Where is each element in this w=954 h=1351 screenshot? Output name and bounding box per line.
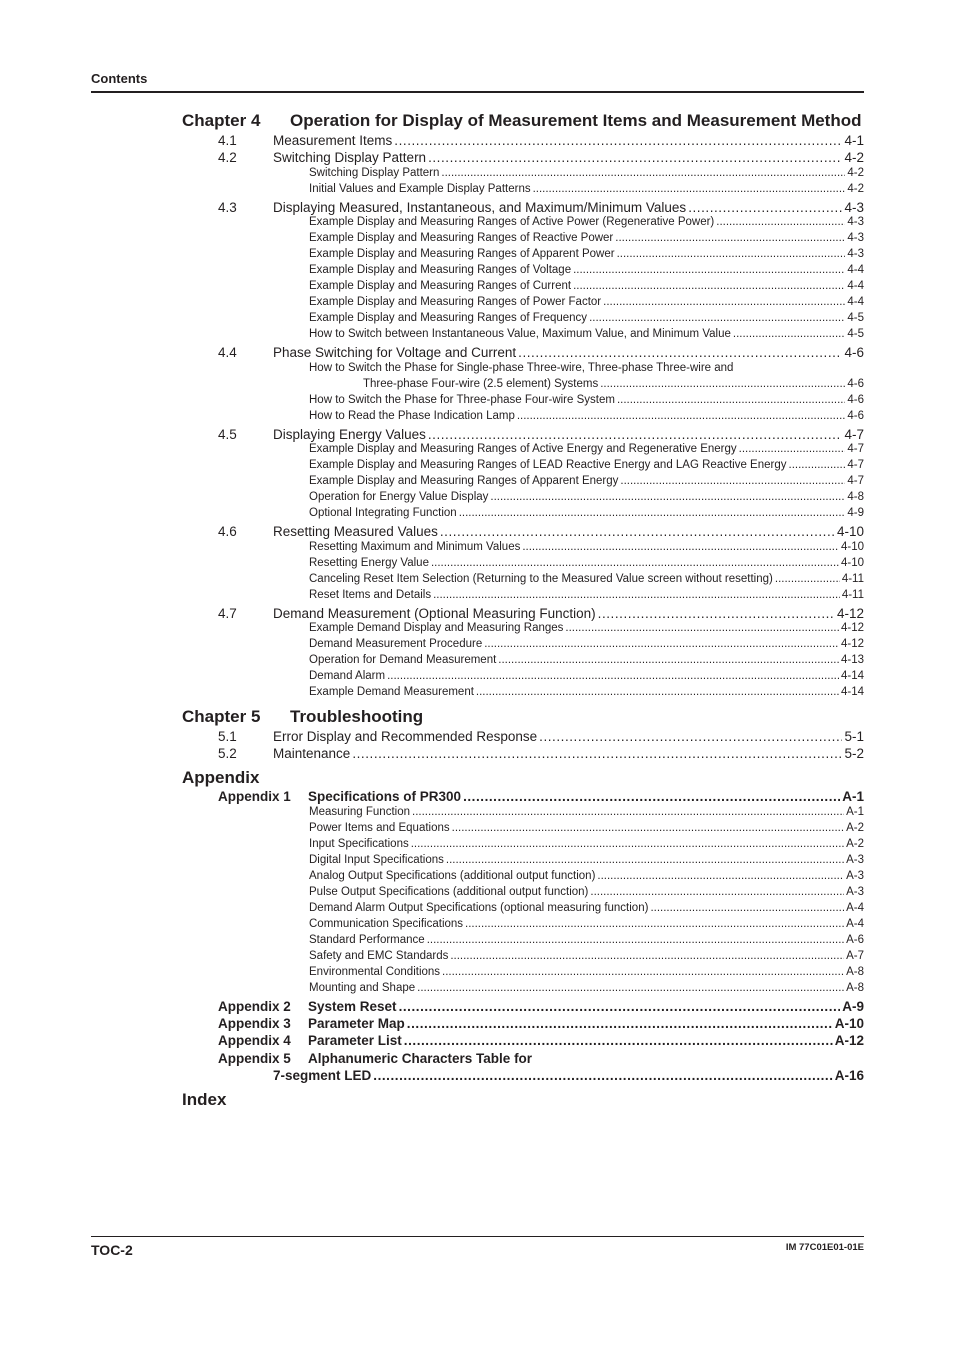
entry-page: A-9 bbox=[842, 999, 864, 1014]
entry-title: System Reset bbox=[308, 999, 397, 1014]
dot-leader bbox=[427, 934, 844, 946]
entry-page: 4-5 bbox=[847, 328, 864, 340]
entry-title: Measuring Function bbox=[309, 806, 410, 818]
appendix-heading: Appendix bbox=[182, 768, 260, 787]
entry-page: 4-12 bbox=[840, 622, 864, 634]
entry-page: A-6 bbox=[846, 934, 864, 946]
toc-section-entry bbox=[218, 133, 864, 148]
toc-subentry bbox=[309, 670, 864, 682]
entry-page: 4-10 bbox=[840, 541, 864, 553]
entry-page: 4-4 bbox=[847, 280, 864, 292]
dot-leader bbox=[650, 902, 844, 914]
entry-title: Example Display and Measuring Ranges of Frequency bbox=[309, 312, 588, 324]
toc-subentry bbox=[309, 982, 864, 994]
entry-title: Input Specifications bbox=[309, 838, 409, 850]
dot-leader bbox=[603, 296, 845, 308]
entry-page: A-7 bbox=[846, 950, 864, 962]
toc-subentry bbox=[309, 167, 864, 179]
entry-title: Specifications of PR300 bbox=[308, 789, 462, 804]
entry-title: How to Read the Phase Indication Lamp bbox=[309, 410, 515, 422]
dot-leader bbox=[539, 729, 842, 744]
entry-number: 4.2 bbox=[218, 150, 237, 165]
entry-number: 4.4 bbox=[218, 345, 237, 360]
document-code: IM 77C01E01-01E bbox=[785, 1242, 864, 1253]
dot-leader bbox=[446, 854, 844, 866]
toc-subentry bbox=[309, 475, 864, 487]
entry-page: A-3 bbox=[846, 854, 864, 866]
dot-leader bbox=[573, 264, 845, 276]
entry-title-continued: Three-phase Four-wire (2.5 element) Systems bbox=[363, 378, 599, 390]
toc-subentry bbox=[309, 491, 864, 503]
index-heading: Index bbox=[182, 1090, 227, 1109]
entry-page: 5-1 bbox=[844, 729, 864, 744]
entry-page: 4-11 bbox=[841, 573, 864, 585]
dot-leader bbox=[428, 150, 842, 165]
entry-number: Appendix 4 bbox=[218, 1033, 291, 1048]
dot-leader bbox=[450, 950, 844, 962]
toc-subentry bbox=[309, 966, 864, 978]
chapter-title: Troubleshooting bbox=[290, 707, 424, 726]
dot-leader bbox=[775, 573, 840, 585]
entry-title: Measurement Items bbox=[273, 133, 393, 148]
dot-leader bbox=[407, 1016, 833, 1031]
toc-subentry bbox=[309, 541, 864, 553]
toc-subentry bbox=[309, 459, 864, 471]
dot-leader bbox=[789, 459, 846, 471]
entry-title: How to Switch the Phase for Single-phase Three-wire, Three-phase Three-wire and bbox=[309, 362, 734, 374]
entry-page: 4-10 bbox=[836, 524, 864, 539]
dot-leader bbox=[373, 1068, 832, 1083]
dot-leader bbox=[484, 638, 839, 650]
entry-page: 4-3 bbox=[844, 200, 864, 215]
dot-leader bbox=[518, 345, 842, 360]
toc-subentry bbox=[309, 362, 864, 374]
dot-leader bbox=[442, 966, 844, 978]
entry-title: Example Display and Measuring Ranges of Apparent Energy bbox=[309, 475, 619, 487]
entry-page: 4-14 bbox=[840, 670, 864, 682]
toc-subentry bbox=[309, 934, 864, 946]
toc-subentry bbox=[309, 248, 864, 260]
entry-title: Operation for Energy Value Display bbox=[309, 491, 489, 503]
toc-subentry bbox=[309, 654, 864, 666]
toc-subentry bbox=[309, 686, 864, 698]
dot-leader bbox=[404, 1033, 833, 1048]
toc-subentry bbox=[309, 589, 864, 601]
entry-page: 4-6 bbox=[844, 345, 864, 360]
toc-section-entry bbox=[218, 524, 864, 539]
entry-page: 4-9 bbox=[847, 507, 864, 519]
entry-title: Maintenance bbox=[273, 746, 351, 761]
entry-page: 4-2 bbox=[847, 183, 864, 195]
entry-title: Displaying Energy Values bbox=[273, 427, 426, 442]
entry-page: A-8 bbox=[846, 982, 864, 994]
dot-leader bbox=[716, 216, 845, 228]
entry-page: 5-2 bbox=[844, 746, 864, 761]
entry-title: Mounting and Shape bbox=[309, 982, 416, 994]
dot-leader bbox=[739, 443, 846, 455]
toc-subentry bbox=[309, 507, 864, 519]
dot-leader bbox=[441, 167, 845, 179]
entry-number: 4.7 bbox=[218, 606, 237, 621]
entry-title: Digital Input Specifications bbox=[309, 854, 444, 866]
entry-page: 4-6 bbox=[847, 410, 864, 422]
dot-leader bbox=[459, 507, 846, 519]
entry-number: Appendix 5 bbox=[218, 1051, 291, 1066]
dot-leader bbox=[522, 541, 839, 553]
dot-leader bbox=[490, 491, 845, 503]
toc-subentry bbox=[309, 886, 864, 898]
entry-title: Example Display and Measuring Ranges of Voltage bbox=[309, 264, 572, 276]
entry-title: Resetting Energy Value bbox=[309, 557, 429, 569]
entry-title: Power Items and Equations bbox=[309, 822, 450, 834]
toc-section-entry bbox=[218, 606, 864, 621]
entry-title: How to Switch the Phase for Three-phase Four-wire System bbox=[309, 394, 615, 406]
entry-page: A-8 bbox=[846, 966, 864, 978]
entry-title: Operation for Demand Measurement bbox=[309, 654, 497, 666]
entry-title: Analog Output Specifications (additional output function) bbox=[309, 870, 596, 882]
page-number: TOC-2 bbox=[91, 1242, 133, 1258]
dot-leader bbox=[617, 248, 846, 260]
toc-subentry bbox=[309, 638, 864, 650]
entry-title: Environmental Conditions bbox=[309, 966, 441, 978]
chapter-label: Chapter 4 bbox=[182, 111, 261, 130]
entry-page: A-1 bbox=[846, 806, 864, 818]
toc-subentry bbox=[309, 183, 864, 195]
toc-subentry bbox=[309, 838, 864, 850]
entry-title: Example Demand Display and Measuring Ranges bbox=[309, 622, 564, 634]
entry-page: A-3 bbox=[846, 886, 864, 898]
toc-subentry bbox=[309, 280, 864, 292]
entry-page: 4-7 bbox=[847, 475, 864, 487]
toc-section-entry bbox=[218, 427, 864, 442]
toc-subentry bbox=[309, 902, 864, 914]
entry-page: 4-3 bbox=[847, 248, 864, 260]
toc-appendix-entry bbox=[218, 1051, 864, 1066]
entry-page: 4-6 bbox=[847, 394, 864, 406]
toc-section-entry bbox=[218, 345, 864, 360]
toc-subentry bbox=[309, 216, 864, 228]
chapter-heading bbox=[182, 111, 862, 131]
footer-rule bbox=[91, 1236, 864, 1237]
toc-section-entry bbox=[218, 729, 864, 744]
toc-subentry bbox=[309, 296, 864, 308]
entry-title: Optional Integrating Function bbox=[309, 507, 457, 519]
entry-page: A-4 bbox=[846, 902, 864, 914]
entry-title: Example Display and Measuring Ranges of Reactive Power bbox=[309, 232, 614, 244]
dot-leader bbox=[573, 280, 845, 292]
entry-number: Appendix 3 bbox=[218, 1016, 291, 1031]
entry-page: A-1 bbox=[842, 789, 864, 804]
toc-subentry bbox=[309, 312, 864, 324]
entry-number: 5.1 bbox=[218, 729, 237, 744]
toc-subentry bbox=[309, 443, 864, 455]
toc-section-entry bbox=[218, 746, 864, 761]
entry-title: Example Display and Measuring Ranges of Apparent Power bbox=[309, 248, 615, 260]
entry-number: 4.5 bbox=[218, 427, 237, 442]
dot-leader bbox=[440, 524, 835, 539]
dot-leader bbox=[428, 427, 843, 442]
entry-title: Initial Values and Example Display Patterns bbox=[309, 183, 531, 195]
entry-page: A-4 bbox=[846, 918, 864, 930]
dot-leader bbox=[476, 686, 839, 698]
entry-page: 4-2 bbox=[844, 150, 864, 165]
entry-page: 4-12 bbox=[836, 606, 864, 621]
dot-leader bbox=[463, 789, 840, 804]
dot-leader bbox=[517, 410, 846, 422]
entry-page: A-12 bbox=[834, 1033, 864, 1048]
toc-subentry bbox=[309, 410, 864, 422]
dot-leader bbox=[411, 838, 844, 850]
entry-title: Canceling Reset Item Selection (Returning to the Measured Value screen without resetting) bbox=[309, 573, 773, 585]
dot-leader bbox=[590, 886, 844, 898]
dot-leader bbox=[533, 183, 846, 195]
toc-subentry bbox=[309, 622, 864, 634]
entry-number: Appendix 1 bbox=[218, 789, 291, 804]
toc-subentry bbox=[309, 557, 864, 569]
toc-subentry bbox=[309, 264, 864, 276]
entry-page: 4-14 bbox=[840, 686, 864, 698]
dot-leader bbox=[431, 557, 839, 569]
toc-entry-continuation bbox=[363, 378, 864, 390]
entry-title: Alphanumeric Characters Table for bbox=[308, 1051, 533, 1066]
dot-leader bbox=[589, 312, 845, 324]
entry-title: Parameter List bbox=[308, 1033, 402, 1048]
entry-title: Resetting Maximum and Minimum Values bbox=[309, 541, 521, 553]
dot-leader bbox=[433, 589, 840, 601]
entry-title: Phase Switching for Voltage and Current bbox=[273, 345, 517, 360]
toc-subentry bbox=[309, 328, 864, 340]
entry-title: Demand Measurement Procedure bbox=[309, 638, 483, 650]
entry-number: 4.3 bbox=[218, 200, 237, 215]
entry-title: Error Display and Recommended Response bbox=[273, 729, 538, 744]
entry-page: 4-5 bbox=[847, 312, 864, 324]
entry-page: 4-3 bbox=[847, 232, 864, 244]
entry-page: 4-12 bbox=[840, 638, 864, 650]
entry-page: 4-8 bbox=[847, 491, 864, 503]
entry-title: Demand Alarm Output Specifications (optional measuring function) bbox=[309, 902, 649, 914]
dot-leader bbox=[417, 982, 844, 994]
dot-leader bbox=[615, 232, 845, 244]
entry-page: A-10 bbox=[834, 1016, 864, 1031]
entry-title: Example Demand Measurement bbox=[309, 686, 474, 698]
dot-leader bbox=[597, 870, 844, 882]
entry-page: 4-13 bbox=[840, 654, 864, 666]
entry-page: A-2 bbox=[846, 822, 864, 834]
entry-page: 4-3 bbox=[847, 216, 864, 228]
entry-title: Demand Alarm bbox=[309, 670, 386, 682]
toc-subentry bbox=[309, 918, 864, 930]
entry-title: Safety and EMC Standards bbox=[309, 950, 449, 962]
dot-leader bbox=[352, 746, 842, 761]
toc-entry-continuation bbox=[273, 1068, 864, 1083]
entry-title: Resetting Measured Values bbox=[273, 524, 438, 539]
dot-leader bbox=[394, 133, 842, 148]
dot-leader bbox=[565, 622, 839, 634]
entry-title: Example Display and Measuring Ranges of LEAD Reactive Energy and LAG Reactive Energy bbox=[309, 459, 787, 471]
entry-title: Pulse Output Specifications (additional output function) bbox=[309, 886, 589, 898]
entry-page: A-2 bbox=[846, 838, 864, 850]
entry-title: Example Display and Measuring Ranges of Current bbox=[309, 280, 572, 292]
entry-title: Displaying Measured, Instantaneous, and Maximum/Minimum Values bbox=[273, 200, 687, 215]
dot-leader bbox=[617, 394, 845, 406]
dot-leader bbox=[688, 200, 842, 215]
entry-title: Communication Specifications bbox=[309, 918, 464, 930]
toc-section-entry bbox=[218, 200, 864, 215]
dot-leader bbox=[465, 918, 844, 930]
entry-title: Example Display and Measuring Ranges of Power Factor bbox=[309, 296, 602, 308]
dot-leader bbox=[498, 654, 839, 666]
entry-page: 4-4 bbox=[847, 296, 864, 308]
entry-number: 4.1 bbox=[218, 133, 237, 148]
toc-subentry bbox=[309, 806, 864, 818]
entry-title: How to Switch between Instantaneous Value, Maximum Value, and Minimum Value bbox=[309, 328, 731, 340]
toc-appendix-entry bbox=[218, 1016, 864, 1031]
entry-page: A-16 bbox=[834, 1068, 864, 1083]
entry-number: 4.6 bbox=[218, 524, 237, 539]
toc-subentry bbox=[309, 232, 864, 244]
entry-title: Demand Measurement (Optional Measuring Function) bbox=[273, 606, 596, 621]
entry-title: Example Display and Measuring Ranges of Active Energy and Regenerative Energy bbox=[309, 443, 737, 455]
dot-leader bbox=[412, 806, 844, 818]
chapter-heading bbox=[182, 707, 424, 727]
dot-leader bbox=[399, 999, 841, 1014]
entry-number: Appendix 2 bbox=[218, 999, 291, 1014]
toc-section-entry bbox=[218, 150, 864, 165]
toc-appendix-entry bbox=[218, 1033, 864, 1048]
entry-page: A-3 bbox=[846, 870, 864, 882]
header-rule bbox=[91, 91, 864, 93]
entry-number: 5.2 bbox=[218, 746, 237, 761]
dot-leader bbox=[452, 822, 844, 834]
dot-leader bbox=[733, 328, 845, 340]
entry-title-continued: 7-segment LED bbox=[273, 1068, 372, 1083]
entry-title: Switching Display Pattern bbox=[273, 150, 427, 165]
entry-title: Standard Performance bbox=[309, 934, 425, 946]
toc-appendix-entry bbox=[218, 789, 864, 804]
dot-leader bbox=[600, 378, 845, 390]
toc-subentry bbox=[309, 950, 864, 962]
toc-subentry bbox=[309, 394, 864, 406]
toc-subentry bbox=[309, 822, 864, 834]
chapter-title: Operation for Display of Measurement Items and Measurement Method bbox=[290, 111, 862, 130]
entry-page: 4-1 bbox=[844, 133, 864, 148]
entry-title: Reset Items and Details bbox=[309, 589, 432, 601]
toc-subentry bbox=[309, 573, 864, 585]
entry-page: 4-6 bbox=[847, 378, 864, 390]
toc-subentry bbox=[309, 870, 864, 882]
entry-page: 4-7 bbox=[847, 443, 864, 455]
running-header: Contents bbox=[91, 71, 148, 86]
entry-page: 4-4 bbox=[847, 264, 864, 276]
entry-page: 4-10 bbox=[840, 557, 864, 569]
entry-title: Switching Display Pattern bbox=[309, 167, 440, 179]
dot-leader bbox=[387, 670, 839, 682]
dot-leader bbox=[620, 475, 845, 487]
entry-title: Example Display and Measuring Ranges of Active Power (Regenerative Power) bbox=[309, 216, 715, 228]
entry-page: 4-7 bbox=[844, 427, 864, 442]
entry-title: Parameter Map bbox=[308, 1016, 405, 1031]
entry-page: 4-7 bbox=[847, 459, 864, 471]
entry-page: 4-2 bbox=[847, 167, 864, 179]
toc-appendix-entry bbox=[218, 999, 864, 1014]
entry-page: 4-11 bbox=[841, 589, 864, 601]
toc-subentry bbox=[309, 854, 864, 866]
dot-leader bbox=[598, 606, 835, 621]
chapter-label: Chapter 5 bbox=[182, 707, 261, 726]
